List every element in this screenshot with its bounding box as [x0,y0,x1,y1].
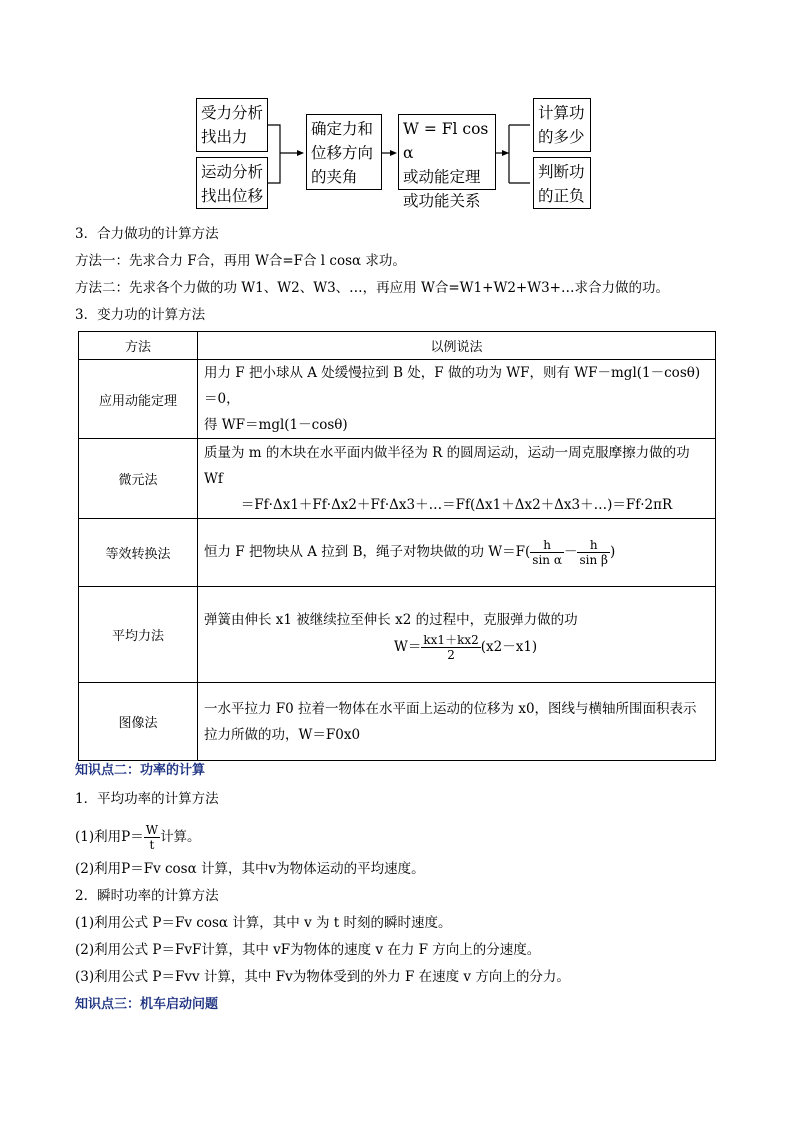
avg-power-formula-2: (2)利用P＝Fv cosα 计算，其中v为物体运动的平均速度。 [75,861,425,877]
example-formula [204,633,709,662]
example-text: 恒力 F 把物块从 A 拉到 B，绳子对物块做的功 W＝F( [204,544,531,560]
knowledge-point-two-heading: 知识点二：功率的计算 [75,763,206,778]
avg-power-title: 1．平均功率的计算方法 [75,791,219,807]
frac-den: sin α [532,553,562,567]
avg-power-formula-1 [75,822,201,852]
minus-sign: － [563,544,578,560]
variable-force-table [78,331,716,761]
example-line [204,538,709,567]
flow-box-calc-work: 计算功 的多少 [533,98,591,152]
avg1-post: 计算。 [160,829,201,845]
table-row [79,360,716,439]
example-line: 弹簧由伸长 x1 被继续拉至伸长 x2 的过程中，克服弹力做的功 [204,612,578,628]
table-row [79,683,716,761]
example-line: 用力 F 把小球从 A 处缓慢拉到 B 处，F 做的功为 WF，则有 WF－mgl(1－cosθ)＝0， [204,365,701,407]
section-title-net-work: 3．合力做功的计算方法 [75,226,219,242]
flow-box-motion-analysis: 运动分析 找出位移 [196,157,268,209]
header-example: 以例说法 [198,332,716,360]
table-row [79,439,716,519]
header-method: 方法 [79,332,198,360]
arrow-head-3 [502,150,509,156]
method-one-text: 方法一：先求合力 F合，再用 W合=F合 l cosα 求功。 [75,253,406,269]
arrow-head-2 [390,150,397,156]
avg1-pre: (1)利用P＝ [75,829,144,845]
flow-box-formula: W = Fl cos α 或动能定理 或功能关系 [398,114,496,190]
inst-power-2: (2)利用公式 P＝FvF计算，其中 vF为物体的速度 v 在力 F 方向上的分速度。 [75,942,541,958]
table-row [79,587,716,683]
flow-box-judge-sign: 判断功 的正负 [533,157,591,209]
fraction-alpha [530,538,564,567]
table-row [79,519,716,587]
inst-power-1: (1)利用公式 P＝Fv cosα 计算，其中 v 为 t 时刻的瞬时速度。 [75,915,452,931]
arrow-head-1 [297,150,304,156]
frac-num: W [145,823,159,837]
flow-box-angle: 确定力和 位移方向 的夹角 [306,114,382,190]
example-cell [198,439,716,519]
frac-den: sin β [579,553,608,567]
method-name: 应用动能定理 [79,360,198,439]
inst-power-title: 2．瞬时功率的计算方法 [75,888,219,904]
example-line: 一水平拉力 F0 拉着一物体在水平面上运动的位移为 x0，图线与横轴所围面积表示 [204,700,697,717]
frac-den: 2 [447,648,455,662]
example-line: ＝Ff·Δx1＋Ff·Δx2＋Ff·Δx3＋…＝Ff(Δx1＋Δx2＋Δx3＋…)＝Ff·2πR [240,496,673,513]
fraction-average [421,633,480,662]
example-line: 质量为 m 的木块在水平面内做半径为 R 的圆周运动，运动一周克服摩擦力做的功 Wf [204,444,690,487]
knowledge-point-three-heading: 知识点三：机车启动问题 [75,997,219,1012]
example-cell [198,683,716,761]
formula-w: W＝ [394,639,422,655]
close-paren: ) [609,544,616,560]
example-cell [198,587,716,683]
example-cell [198,519,716,587]
example-line: 拉力所做的功，W＝F0x0 [204,726,361,743]
example-cell [198,360,716,439]
fraction-w-over-t [144,823,160,852]
frac-num: h [530,538,564,553]
flow-connectors [0,0,794,260]
frac-num: kx1＋kx2 [423,633,479,647]
method-two-text: 方法二：先求各个力做的功 W1、W2、W3、…，再应用 W合=W1+W2+W3+…求合力做的功。 [75,280,669,296]
inst-power-3: (3)利用公式 P＝Fvv 计算，其中 Fv为物体受到的外力 F 在速度 v 方向上的分力。 [75,969,570,985]
method-name: 平均力法 [79,587,198,683]
method-name: 等效转换法 [79,519,198,587]
method-name: 图像法 [79,683,198,761]
example-line: 得 WF＝mgl(1－cosθ) [204,417,348,433]
method-name: 微元法 [79,439,198,519]
fraction-beta [577,538,609,567]
section-title-variable-force: 3．变力功的计算方法 [75,307,206,323]
flow-box-force-analysis: 受力分析 找出力 [196,98,268,152]
table-header-row [79,332,716,360]
frac-den: t [149,838,155,852]
frac-num: h [577,538,609,553]
formula-tail: (x2－x1) [480,639,538,655]
